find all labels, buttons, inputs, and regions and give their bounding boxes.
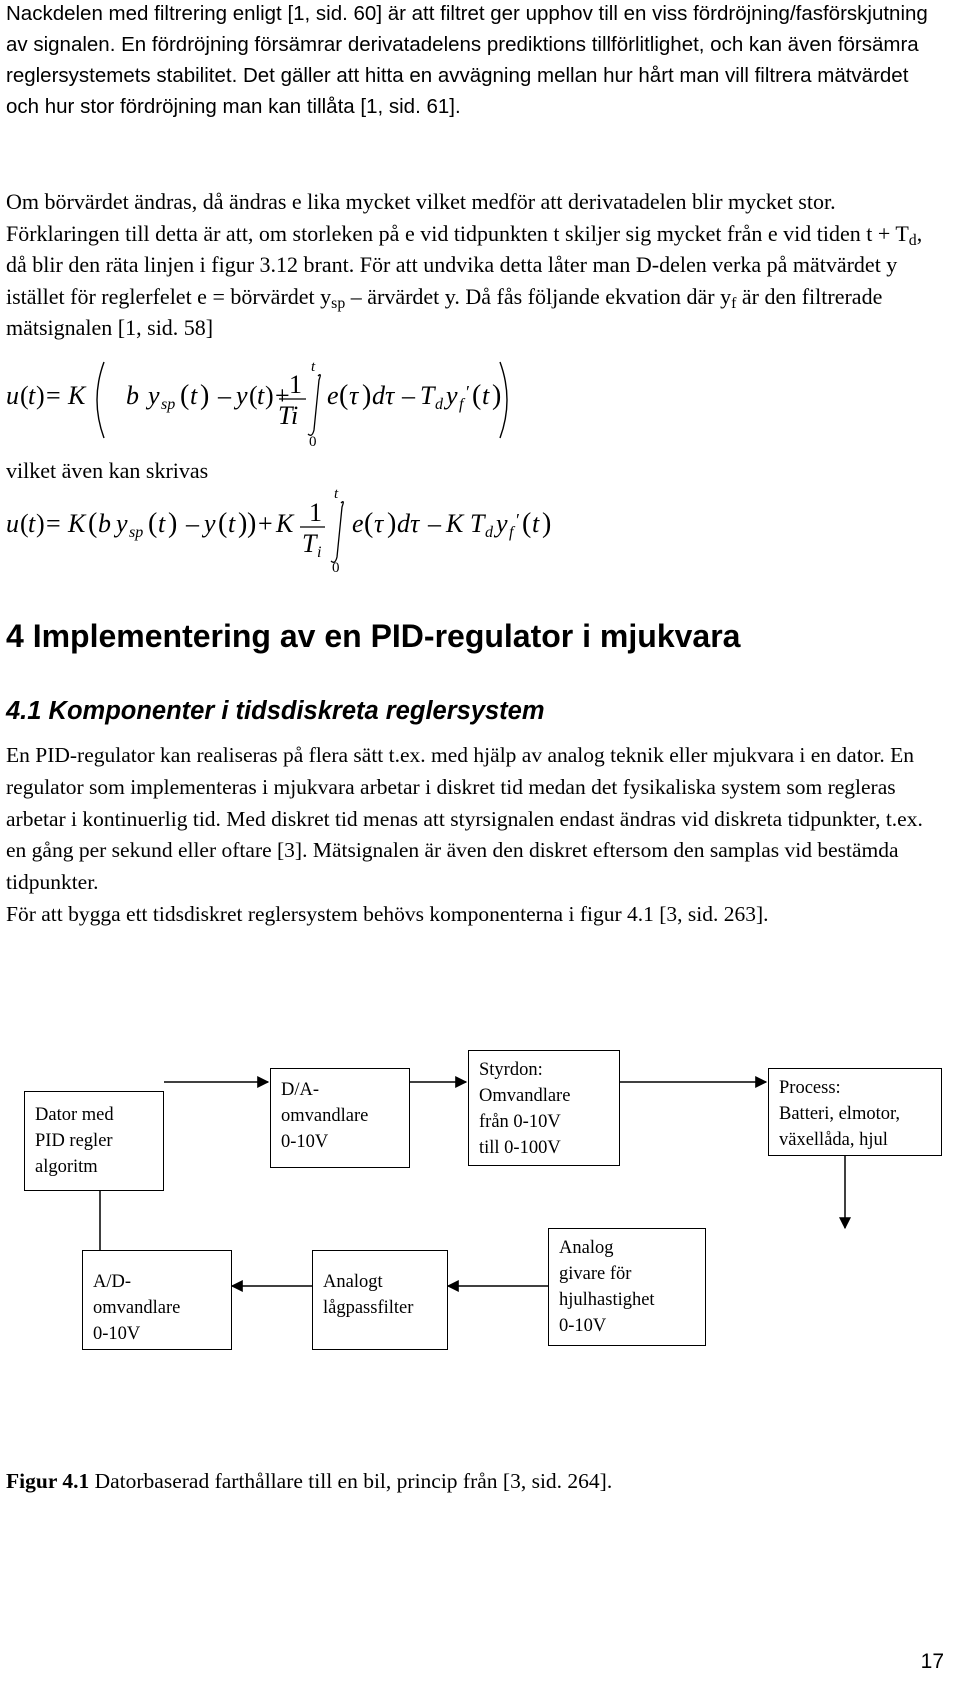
svg-text:b: b xyxy=(126,381,139,410)
svg-text:e: e xyxy=(352,509,364,538)
svg-text:–: – xyxy=(402,381,415,410)
pid-equation-2 xyxy=(0,476,960,572)
svg-text:u: u xyxy=(6,381,19,410)
svg-text:+: + xyxy=(258,509,273,538)
svg-text:y: y xyxy=(148,381,160,410)
svg-text:): ) xyxy=(362,380,372,411)
figure-label: Figur 4.1 xyxy=(6,1469,90,1493)
svg-text:–: – xyxy=(186,509,199,538)
svg-text:u: u xyxy=(6,509,19,538)
svg-text:T: T xyxy=(302,529,317,558)
page-number: 17 xyxy=(920,1650,944,1673)
svg-text:sp: sp xyxy=(161,396,176,413)
paragraph-text: För att bygga ett tidsdiskret reglersystem behövs komponenterna i figur 4.1 [3, sid. 263]. xyxy=(6,901,769,926)
section-heading: 4 Implementering av en PID-regulator i mjukvara xyxy=(6,618,741,654)
svg-text:f: f xyxy=(459,396,464,413)
paragraph-text: – ärvärdet y. Då fås följande ekvation där y xyxy=(345,283,732,309)
svg-text:(: ( xyxy=(218,508,228,539)
svg-text:τ: τ xyxy=(374,509,384,538)
svg-text:): ) xyxy=(36,381,45,410)
svg-text:K: K xyxy=(68,381,86,410)
svg-text:–: – xyxy=(218,381,231,410)
svg-text:(: ( xyxy=(249,381,258,410)
paragraph-discrete-time xyxy=(6,740,931,931)
svg-text:d: d xyxy=(435,396,443,413)
block-driver: Styrdon: Omvandlare från 0-10V till 0-100V xyxy=(468,1050,620,1166)
svg-text:t: t xyxy=(532,509,540,538)
svg-text:t: t xyxy=(257,381,265,410)
subscript-f: f xyxy=(731,294,737,312)
svg-text:′: ′ xyxy=(516,510,520,530)
svg-text:y: y xyxy=(446,381,458,410)
svg-text:sp: sp xyxy=(129,524,144,541)
svg-text:): ) xyxy=(36,509,45,538)
paragraph-text: En PID-regulator kan realiseras på flera sätt t.ex. med hjälp av analog teknik eller mjukvara i en dator. En regulator som implementeras i mjukvara arbetar i diskret tid medan det fysikaliska system som regleras arbetar i kontinuerlig tid. Med diskret tid menas att styrsignalen endast ändras vid diskreta tidpunkter, t.ex. en gång per sekund eller oftare [3]. Mätsignalen är även den diskret eftersom den samplas vid bestämda tidpunkter. xyxy=(6,743,923,895)
svg-text:0: 0 xyxy=(309,434,317,448)
paragraph-text: Nackdelen med filtrering enligt [1, sid. 60] är att filtret ger upphov till en viss fördröjning/fasförskjutning av signalen. En fördröjning försämrar derivatadelens prediktions tillförlitlighet, och kan även försämra reglersystemets stabilitet. Det gäller att hitta en avvägning mellan hur hårt man vill filtrera mätvärdet och hur stor fördröjning man kan tillåta [1, sid. 61]. xyxy=(6,2,928,118)
figure-caption-text: Datorbaserad farthållare till en bil, princip från [3, sid. 264]. xyxy=(89,1469,613,1493)
svg-text:e: e xyxy=(327,381,339,410)
svg-text:dτ: dτ xyxy=(372,381,395,410)
svg-text:+: + xyxy=(275,381,290,410)
svg-text:): ) xyxy=(387,508,397,539)
svg-text:K: K xyxy=(68,509,86,538)
svg-text:i: i xyxy=(317,544,322,561)
block-process: Process: Batteri, elmotor, växellåda, hjul xyxy=(768,1068,942,1156)
svg-text:): ) xyxy=(200,380,210,411)
svg-text:y: y xyxy=(496,509,508,538)
paragraph-filtering-drawback xyxy=(6,0,931,122)
svg-text:): ) xyxy=(542,508,552,539)
svg-text:K: K xyxy=(276,509,294,538)
svg-text:τ: τ xyxy=(349,381,359,410)
svg-text:t: t xyxy=(334,486,339,502)
svg-text:(: ( xyxy=(20,381,29,410)
paragraph-text: är den filtrerade mätsignalen [1, sid. 58] xyxy=(6,283,883,340)
svg-text:(: ( xyxy=(20,509,29,538)
paragraph-setpoint-change xyxy=(6,186,931,344)
subscript-d: d xyxy=(908,231,917,249)
svg-text:=: = xyxy=(46,509,61,538)
svg-text:T: T xyxy=(470,509,485,538)
svg-text:1: 1 xyxy=(309,498,322,527)
svg-text:(: ( xyxy=(472,380,482,411)
block-filter: Analogt lågpassfilter xyxy=(312,1250,448,1350)
subscript-sp: sp xyxy=(331,294,346,312)
svg-text:y: y xyxy=(116,509,128,538)
equation-connector-text: vilket även kan skrivas xyxy=(6,458,209,483)
svg-text:(: ( xyxy=(180,380,190,411)
svg-text:b: b xyxy=(98,509,111,538)
svg-text:–: – xyxy=(428,509,441,538)
svg-text:): ) xyxy=(265,381,274,410)
svg-text:(: ( xyxy=(522,508,532,539)
svg-text:t: t xyxy=(228,509,236,538)
svg-text:d: d xyxy=(485,524,493,541)
block-sensor: Analog givare för hjulhastighet 0-10V xyxy=(548,1228,706,1346)
svg-text:(: ( xyxy=(339,380,349,411)
svg-text:t: t xyxy=(482,381,490,410)
block-adc: A/D- omvandlare 0-10V xyxy=(82,1250,232,1350)
svg-text:dτ: dτ xyxy=(397,509,420,538)
svg-text:Ti: Ti xyxy=(278,401,299,430)
block-computer: Dator med PID regler algoritm xyxy=(24,1091,164,1191)
svg-text:y: y xyxy=(236,381,248,410)
svg-text:): ) xyxy=(238,508,248,539)
svg-text:(: ( xyxy=(88,508,98,539)
svg-text:(: ( xyxy=(148,508,158,539)
svg-text:K: K xyxy=(446,509,464,538)
svg-text:): ) xyxy=(247,508,257,539)
svg-text:t: t xyxy=(311,359,316,375)
figure-caption xyxy=(6,1469,612,1494)
svg-text:t: t xyxy=(28,381,36,410)
subsection-heading: 4.1 Komponenter i tidsdiskreta reglersystem xyxy=(6,697,545,725)
svg-text:): ) xyxy=(492,380,502,411)
svg-text:t: t xyxy=(190,381,198,410)
svg-text:′: ′ xyxy=(466,382,470,402)
svg-text:0: 0 xyxy=(332,560,340,572)
svg-text:t: t xyxy=(158,509,166,538)
block-dac: D/A- omvandlare 0-10V xyxy=(270,1068,410,1168)
svg-text:t: t xyxy=(28,509,36,538)
svg-text:=: = xyxy=(46,381,61,410)
svg-text:y: y xyxy=(204,509,216,538)
svg-text:): ) xyxy=(168,508,178,539)
pid-equation-1 xyxy=(0,352,960,448)
paragraph-text: Om börvärdet ändras, då ändras e lika mycket vilket medför att derivatadelen blir mycket stor. Förklaringen till detta är att, om storleken på e vid tidpunkten t skiljer sig mycket från e vid tiden t + T xyxy=(6,189,909,246)
paragraph-text: , då blir den räta linjen i figur 3.12 brant. För att undvika detta låter man D-delen verka på mätvärdet y istället för reglerfelet e = börvärdet y xyxy=(6,220,923,309)
svg-text:f: f xyxy=(509,524,514,541)
svg-text:1: 1 xyxy=(289,370,302,399)
svg-text:(: ( xyxy=(364,508,374,539)
svg-text:T: T xyxy=(420,381,435,410)
